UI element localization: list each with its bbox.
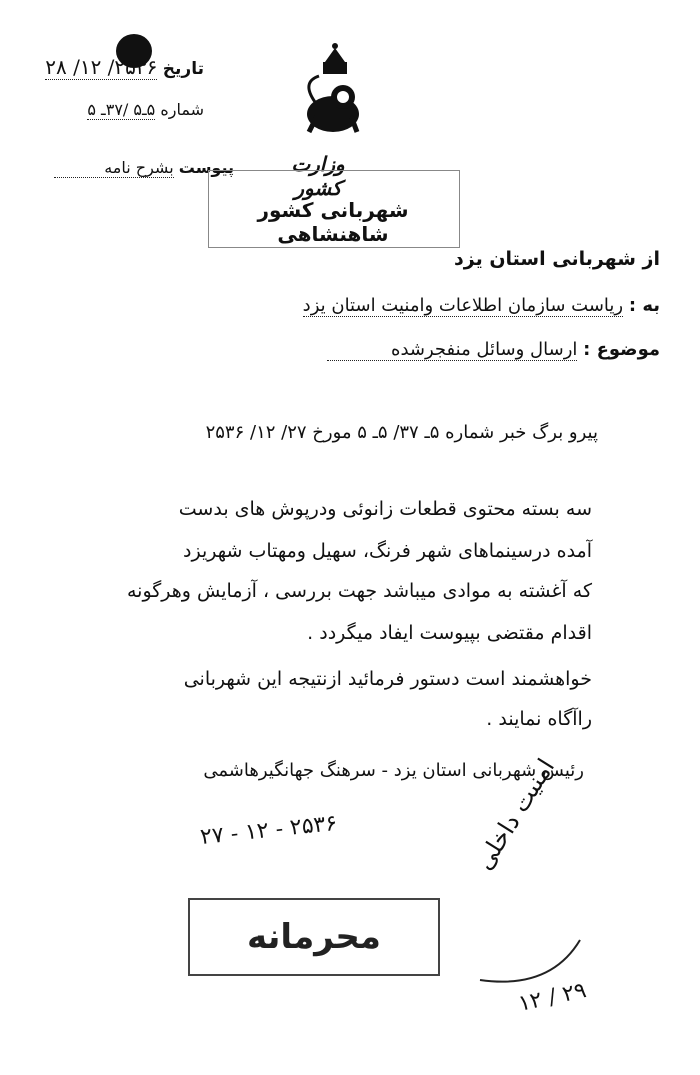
to-row	[303, 295, 660, 316]
to-value: ریاست سازمان اطلاعات وامنیت استان یزد	[302, 295, 624, 316]
attachment-row	[14, 158, 234, 178]
from-label: از	[642, 248, 660, 270]
from-value: شهربانی استان یزد	[454, 248, 636, 270]
body-line: اقدام مقتضی بپیوست ایفاد میگردد .	[307, 622, 592, 644]
body-line: آمده درسینماهای شهر فرنگ، سهیل ومهتاب شهریزد	[183, 540, 592, 562]
number-row	[14, 100, 204, 119]
number-value: ۵ـ۵ /۳۷ـ ۵	[87, 100, 156, 119]
date-label: تاریخ	[162, 59, 204, 79]
lion-and-sun-emblem-icon	[295, 42, 375, 142]
body-line: خواهشمند است دستور فرمائید ازنتیجه این شهربانی	[183, 668, 592, 690]
subject-label: موضوع :	[583, 339, 660, 360]
handwritten-date-2: ۲۹ / ۱۲	[516, 978, 589, 1017]
subject-value: ارسال وسائل منفجرشده	[327, 339, 577, 361]
from-row	[454, 248, 660, 270]
attachment-label: پیوست	[178, 158, 234, 177]
body-line: سه بسته محتوی قطعات زانوئی ودرپوش های بدست	[178, 498, 592, 520]
body-line: راآگاه نمایند .	[486, 708, 592, 730]
handwritten-note: امنیت داخلی	[470, 753, 561, 875]
reference-line: پیرو برگ خبر شماره ۵ـ ۳۷/ ۵ـ ۵ مورخ ۲۷/ ۱۲/ ۲۵۳۶	[205, 422, 598, 443]
date-value: ۲۵۳۶/ ۱۲/ ۲۸	[45, 55, 158, 79]
number-label: شماره	[160, 100, 204, 119]
subject-row	[327, 339, 660, 361]
stamp-text: محرمانه	[247, 917, 381, 957]
handwritten-date: ۲۵۳۶ - ۱۲ - ۲۷	[199, 810, 339, 851]
ministry-name: وزارت کشور	[291, 152, 345, 200]
date-row	[14, 55, 204, 79]
signature-line: رئیس شهربانی استان یزد - سرهنگ جهانگیرهاشمی	[203, 760, 584, 781]
confidential-stamp	[188, 898, 440, 976]
to-label: به :	[628, 295, 660, 316]
attachment-value: بشرح نامه	[54, 158, 174, 178]
body-line: که آغشته به موادی میباشد جهت بررسی ، آزمایش وهرگونه	[126, 580, 592, 602]
department-name: شهربانی کشور شاهنشاهی	[257, 198, 409, 246]
